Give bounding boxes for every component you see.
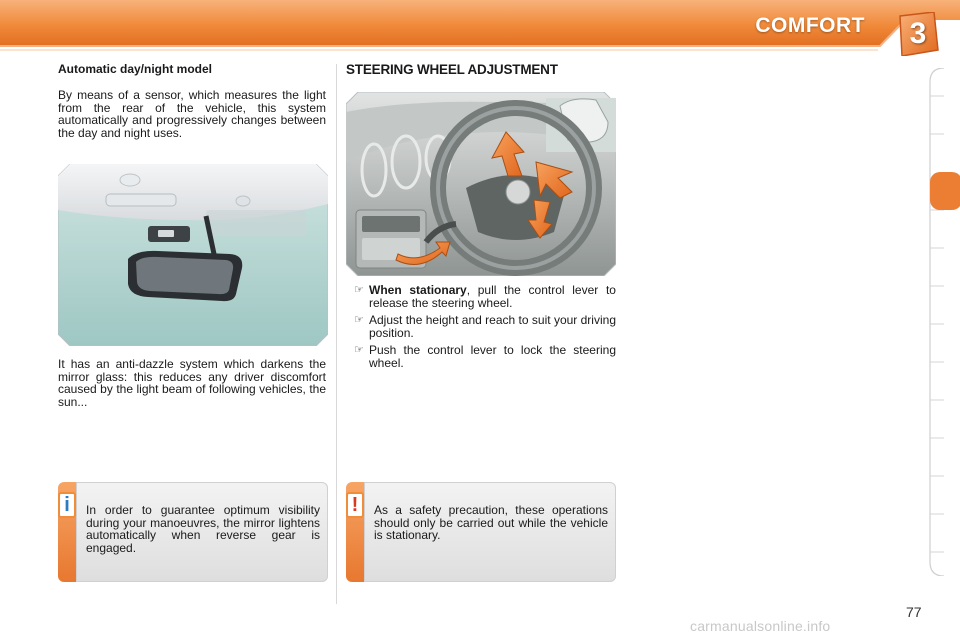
info-note-text: In order to guarantee optimum visibility during your manoeuvres, the mirror lightens automatically when reverse gear is engaged.: [86, 503, 320, 555]
list-item: [354, 284, 616, 309]
pointing-hand-icon: ☞: [354, 314, 364, 326]
steering-section-title: STEERING WHEEL ADJUSTMENT: [346, 62, 558, 77]
bullet-lead: When stationary: [369, 283, 467, 297]
bullet-text: Adjust the height and reach to suit your driving position.: [369, 313, 616, 340]
warning-icon: !: [346, 492, 364, 518]
steering-wheel-illustration: [346, 92, 616, 276]
bullet-text: Push the control lever to lock the steering wheel.: [369, 343, 616, 370]
mirror-subheading: Automatic day/night model: [58, 62, 213, 76]
pointing-hand-icon: ☞: [354, 284, 364, 296]
info-note: [58, 482, 328, 582]
list-item: [354, 344, 616, 369]
warning-note: [346, 482, 616, 582]
right-column: [346, 62, 616, 77]
chapter-tabs: [926, 68, 960, 576]
rear-view-mirror-illustration: [58, 164, 328, 346]
left-column: [58, 62, 326, 139]
chapter-title: COMFORT: [755, 14, 865, 37]
anti-dazzle-text: It has an anti-dazzle system which darkens the mirror glass: this reduces any driver discomfort caused by the light beam of following vehicles, the sun...: [58, 357, 326, 409]
list-item: [354, 314, 616, 339]
mirror-intro-text: By means of a sensor, which measures the light from the rear of the vehicle, this system automatically and progressively changes between the day and night uses.: [58, 88, 326, 140]
steering-instructions: [354, 284, 616, 374]
column-divider: [336, 64, 337, 604]
info-icon: i: [58, 492, 76, 518]
watermark: carmanualsonline.info: [690, 618, 831, 634]
chapter-number: 3: [909, 17, 927, 50]
bullet-text: , pull the control lever to release the steering wheel.: [369, 283, 616, 310]
warning-note-text: As a safety precaution, these operations should only be carried out while the vehicle is stationary.: [374, 503, 608, 542]
pointing-hand-icon: ☞: [354, 344, 364, 356]
page-number: 77: [906, 604, 922, 620]
